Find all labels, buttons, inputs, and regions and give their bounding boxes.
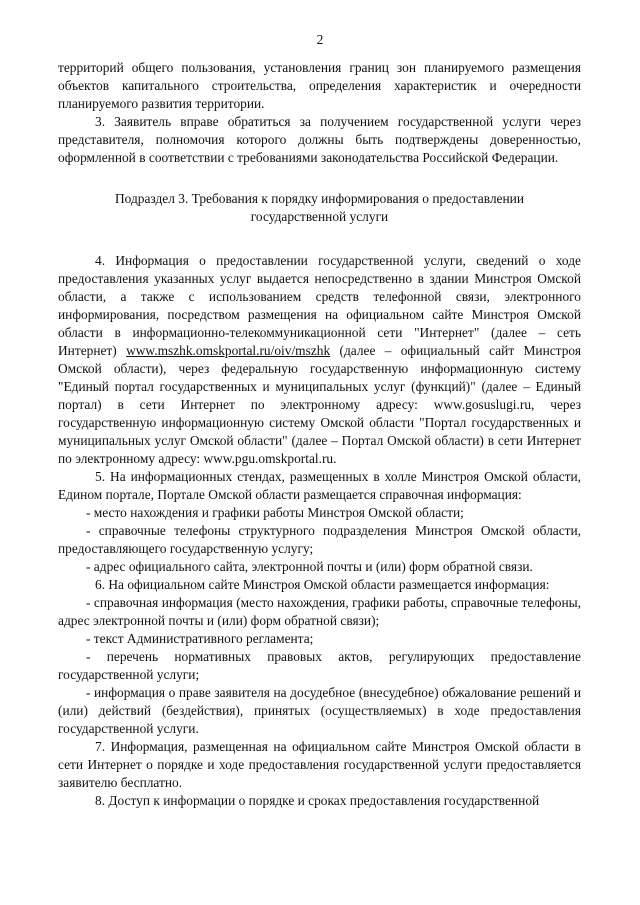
- item-4-text-2: (далее – официальный сайт Минстроя Омской области), через федеральную государственную информационную систему "Единый портал государственных и муниципальных услуг (функций)" (далее – Единый портал) в сети Интернет по электронному адресу: www.gosuslugi.ru, через государственную информационную систему Омской области "Портал государственных и муниципальных услуг Омской области" (далее – Портал Омской области) в сети Интернет по электронному адресу: www.pgu.omskportal.ru.: [58, 343, 581, 466]
- item-4-text-1: 4. Информация о предоставлении государственной услуги, сведений о ходе предоставления указанных услуг выдается непосредственно в здании Минстроя Омской области, а также с использованием средств телефонной связи, электронного информирования, посредством размещения на официальном сайте Минстроя Омской области в информационно-телекоммуникационной сети "Интернет" (далее – сеть Интернет): [58, 253, 581, 358]
- list-item: - текст Административного регламента;: [86, 631, 314, 646]
- paragraph-item-5: 5. На информационных стендах, размещенных в холле Минстроя Омской области, Едином портале, Портале Омской области размещается справочная информация:: [58, 469, 581, 502]
- list-item: - место нахождения и графики работы Минстроя Омской области;: [86, 505, 464, 520]
- paragraph-item-8: 8. Доступ к информации о порядке и сроках предоставления государственной: [95, 793, 540, 808]
- list-item: - справочная информация (место нахождения, графики работы, справочные телефоны, адрес электронной почты и (или) форм обратной связи);: [58, 595, 581, 628]
- list-item: - информация о праве заявителя на досудебное (внесудебное) обжалование решений и (или) действий (бездействия), принятых (осуществляемых) в ходе предоставления государственной услуги.: [58, 685, 581, 736]
- list-item: - перечень нормативных правовых актов, регулирующих предоставление государственной услуги;: [58, 649, 581, 682]
- page-number: 2: [316, 32, 324, 47]
- ministry-site-link[interactable]: www.mszhk.omskportal.ru/oiv/mszhk: [126, 343, 331, 358]
- document-body: [58, 59, 581, 810]
- list-item: - справочные телефоны структурного подразделения Минстроя Омской области, предоставляющего государственную услугу;: [58, 523, 581, 556]
- paragraph-item-3: 3. Заявитель вправе обратиться за получением государственной услуги через представителя, полномочия которого должны быть подтверждены доверенностью, оформленной в соответствии с требованиями законодательства Российской Федерации.: [58, 114, 581, 165]
- section-heading-line-1: Подраздел 3. Требования к порядку информирования о предоставлении: [115, 191, 524, 206]
- section-heading: [58, 190, 581, 226]
- paragraph-item-7: 7. Информация, размещенная на официальном сайте Минстроя Омской области в сети Интернет о порядке и ходе предоставления государственной услуги предоставляется заявителю бесплатно.: [58, 739, 581, 790]
- paragraph-continuation: территорий общего пользования, установления границ зон планируемого размещения объектов капитального строительства, определения характеристик и очередности планируемого развития территории.: [58, 60, 581, 111]
- paragraph-item-4: [58, 252, 581, 468]
- section-heading-line-2: государственной услуги: [250, 209, 389, 224]
- list-item: - адрес официального сайта, электронной почты и (или) форм обратной связи.: [86, 559, 533, 574]
- paragraph-item-6: 6. На официальном сайте Минстроя Омской области размещается информация:: [95, 577, 550, 592]
